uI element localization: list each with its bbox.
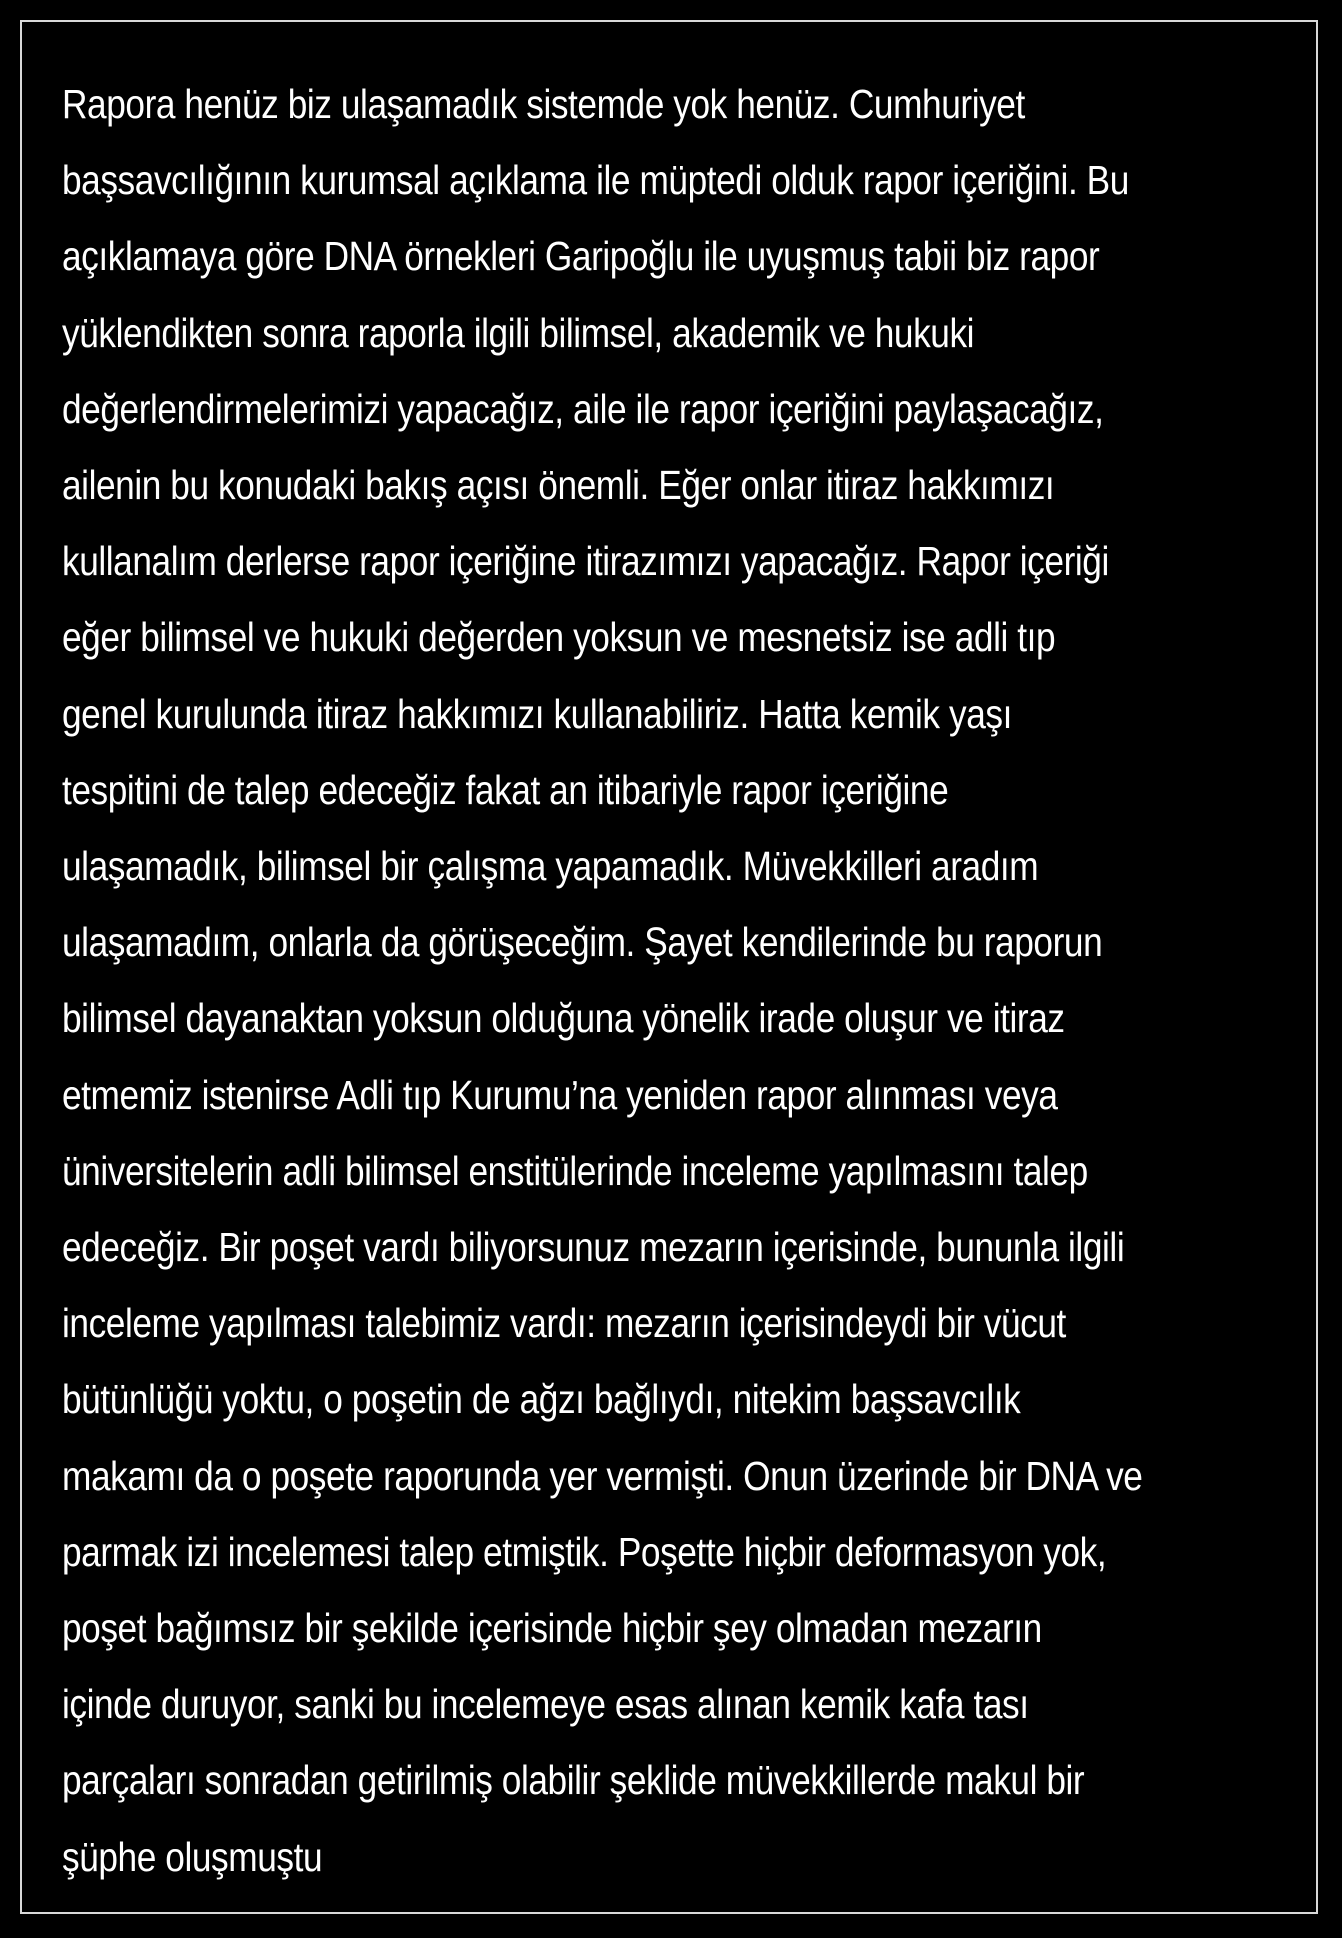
text-line: şüphe oluşmuştu (62, 1833, 323, 1880)
text-line: parçaları sonradan getirilmiş olabilir şeklide müvekkillerde makul bir (62, 1757, 1085, 1804)
text-line: eğer bilimsel ve hukuki değerden yoksun ve mesnetsiz ise adli tıp (62, 614, 1056, 661)
text-line: inceleme yapılması talebimiz vardı: mezarın içerisindeydi bir vücut (62, 1300, 1066, 1347)
text-line: makamı da o poşete raporunda yer vermişti. Onun üzerinde bir DNA ve (62, 1452, 1143, 1499)
text-line: ailenin bu konudaki bakış açısı önemli. Eğer onlar itiraz hakkımızı (62, 462, 1055, 509)
text-line: başsavcılığının kurumsal açıklama ile müptedi olduk rapor içeriğini. Bu (62, 157, 1129, 204)
text-line: edeceğiz. Bir poşet vardı biliyorsunuz mezarın içerisinde, bununla ilgili (62, 1224, 1125, 1271)
text-line: tespitini de talep edeceğiz fakat an itibariyle rapor içeriğine (62, 766, 949, 813)
quote-text (62, 66, 1143, 1895)
text-line: üniversitelerin adli bilimsel enstitülerinde inceleme yapılmasını talep (62, 1147, 1088, 1194)
text-line: Rapora henüz biz ulaşamadık sistemde yok henüz. Cumhuriyet (62, 81, 1025, 127)
text-line: yüklendikten sonra raporla ilgili bilimsel, akademik ve hukuki (62, 309, 975, 356)
text-line: ulaşamadık, bilimsel bir çalışma yapamadık. Müvekkilleri aradım (62, 843, 1039, 890)
text-line: kullanalım derlerse rapor içeriğine itirazımızı yapacağız. Rapor içeriği (62, 538, 1109, 585)
text-line: poşet bağımsız bir şekilde içerisinde hiçbir şey olmadan mezarın (62, 1605, 1042, 1652)
text-line: bilimsel dayanaktan yoksun olduğuna yönelik irade oluşur ve itiraz (62, 995, 1065, 1042)
text-line: açıklamaya göre DNA örnekleri Garipoğlu ile uyuşmuş tabii biz rapor (62, 233, 1100, 280)
text-line: etmemiz istenirse Adli tıp Kurumu’na yeniden rapor alınması veya (62, 1071, 1058, 1118)
text-line: bütünlüğü yoktu, o poşetin de ağzı bağlıydı, nitekim başsavcılık (62, 1376, 1021, 1423)
text-line: parmak izi incelemesi talep etmiştik. Poşette hiçbir deformasyon yok, (62, 1528, 1107, 1575)
text-line: ulaşamadım, onlarla da görüşeceğim. Şayet kendilerinde bu raporun (62, 919, 1103, 966)
text-line: genel kurulunda itiraz hakkımızı kullanabiliriz. Hatta kemik yaşı (62, 690, 1012, 737)
text-line: değerlendirmelerimizi yapacağız, aile ile rapor içeriğini paylaşacağız, (62, 385, 1104, 432)
text-line: içinde duruyor, sanki bu incelemeye esas alınan kemik kafa tası (62, 1681, 1029, 1728)
